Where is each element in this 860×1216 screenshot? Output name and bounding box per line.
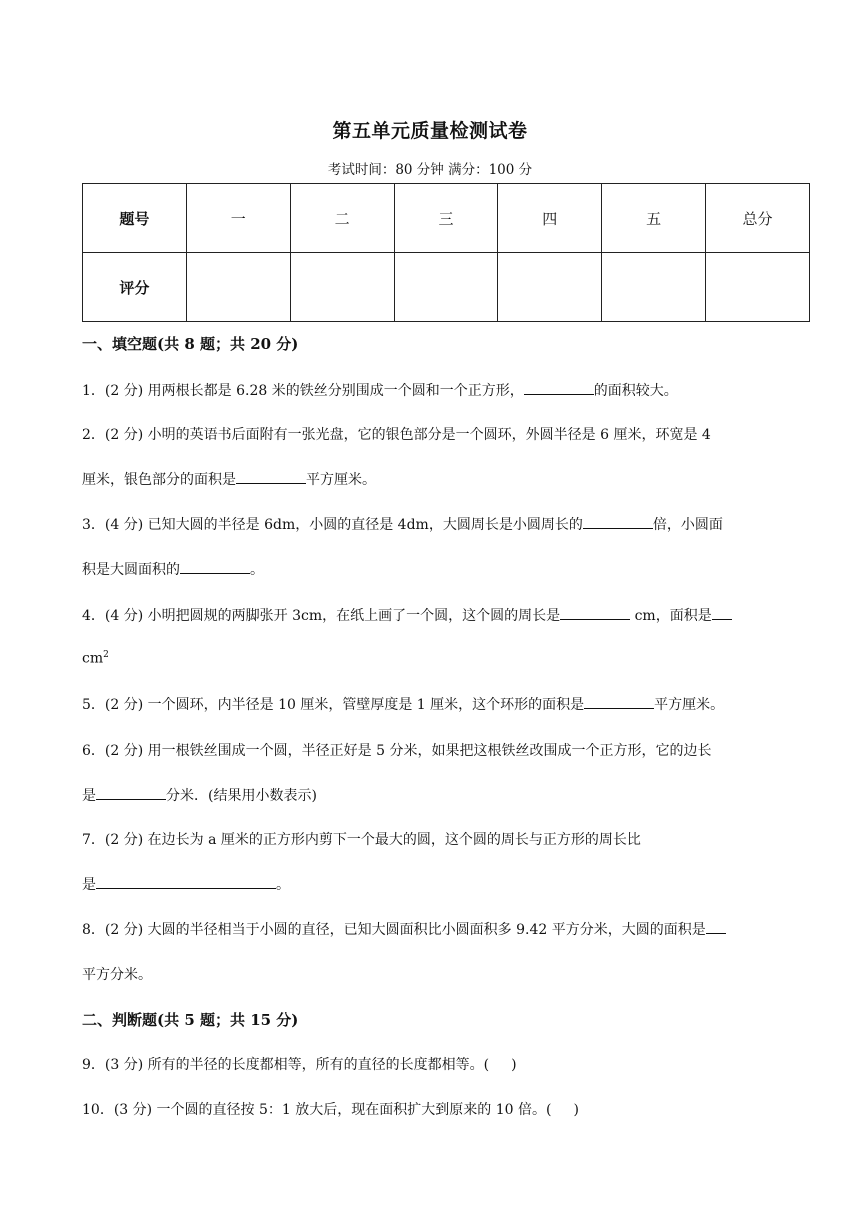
question-3: 3．(4 分) 已知大圆的半径是 6dm，小圆的直径是 4dm，大圆周长是小圆周长的 倍，小圆面 <box>82 514 723 534</box>
score-cell <box>602 253 706 322</box>
question-4-cont: $cm^2$ <box>82 650 109 667</box>
header-cell-4: 四 <box>498 184 602 253</box>
answer-blank <box>583 514 653 529</box>
header-cell-5: 五 <box>602 184 706 253</box>
section-heading-true-false: 二、判断题(共 5 题；共 15 分) <box>82 1011 299 1029</box>
question-7: 7．(2 分) 在边长为 a 厘米的正方形内剪下一个最大的圆，这个圆的周长与正方形的周长比 <box>82 832 641 848</box>
score-cell <box>290 253 394 322</box>
header-cell-2: 二 <box>290 184 394 253</box>
score-cell <box>706 253 810 322</box>
answer-blank <box>236 469 306 484</box>
question-5: 5．(2 分) 一个圆环，内半径是 10 厘米，管壁厚度是 1 厘米，这个环形的面积是 平方厘米。 <box>82 694 724 714</box>
answer-blank <box>584 694 654 709</box>
question-2-cont: 厘米，银色部分的面积是 平方厘米。 <box>82 469 376 489</box>
question-2: 2．(2 分) 小明的英语书后面附有一张光盘，它的银色部分是一个圆环，外圆半径是 6 厘米，环宽是 4 <box>82 427 711 443</box>
score-cell <box>498 253 602 322</box>
question-8-cont: 平方分米。 <box>82 967 152 983</box>
question-10: 10．(3 分) 一个圆的直径按 5：1 放大后，现在面积扩大到原来的 10 倍。( ) <box>82 1102 579 1118</box>
question-4: 4．(4 分) 小明把圆规的两脚张开 3cm，在纸上画了一个圆，这个圆的周长是 cm，面积是 <box>82 605 732 625</box>
header-cell-3: 三 <box>394 184 498 253</box>
answer-blank <box>706 919 726 934</box>
question-6: 6．(2 分) 用一根铁丝围成一个圆，半径正好是 5 分米，如果把这根铁丝改围成一个正方形，它的边长 <box>82 743 712 759</box>
score-cell <box>394 253 498 322</box>
header-cell-1: 一 <box>186 184 290 253</box>
question-3-cont: 积是大圆面积的 。 <box>82 559 264 579</box>
answer-blank <box>96 874 276 889</box>
question-8: 8．(2 分) 大圆的半径相当于小圆的直径，已知大圆面积比小圆面积多 9.42 平方分米，大圆的面积是 <box>82 919 726 939</box>
question-1: 1．(2 分) 用两根长都是 6.28 米的铁丝分别围成一个圆和一个正方形， 的面积较大。 <box>82 380 678 400</box>
answer-blank <box>712 605 732 620</box>
exam-info: 考试时间：80 分钟 满分：100 分 <box>327 162 533 178</box>
answer-blank <box>180 559 250 574</box>
score-table <box>82 183 810 322</box>
answer-blank <box>524 380 594 395</box>
question-6-cont: 是 分米．(结果用小数表示) <box>82 785 317 805</box>
answer-blank <box>96 785 166 800</box>
section-heading-fill-in: 一、填空题(共 8 题；共 20 分) <box>82 335 299 353</box>
row-label-score: 评分 <box>83 253 187 322</box>
question-9: 9．(3 分) 所有的半径的长度都相等，所有的直径的长度都相等。( ) <box>82 1057 517 1073</box>
question-7-cont: 是 。 <box>82 874 290 894</box>
score-table-score-row <box>83 253 810 322</box>
score-cell <box>186 253 290 322</box>
header-cell-total: 总分 <box>706 184 810 253</box>
score-table-header-row <box>83 184 810 253</box>
answer-blank <box>560 605 630 620</box>
page-title: 第五单元质量检测试卷 <box>332 120 528 142</box>
header-cell-question-no: 题号 <box>83 184 187 253</box>
